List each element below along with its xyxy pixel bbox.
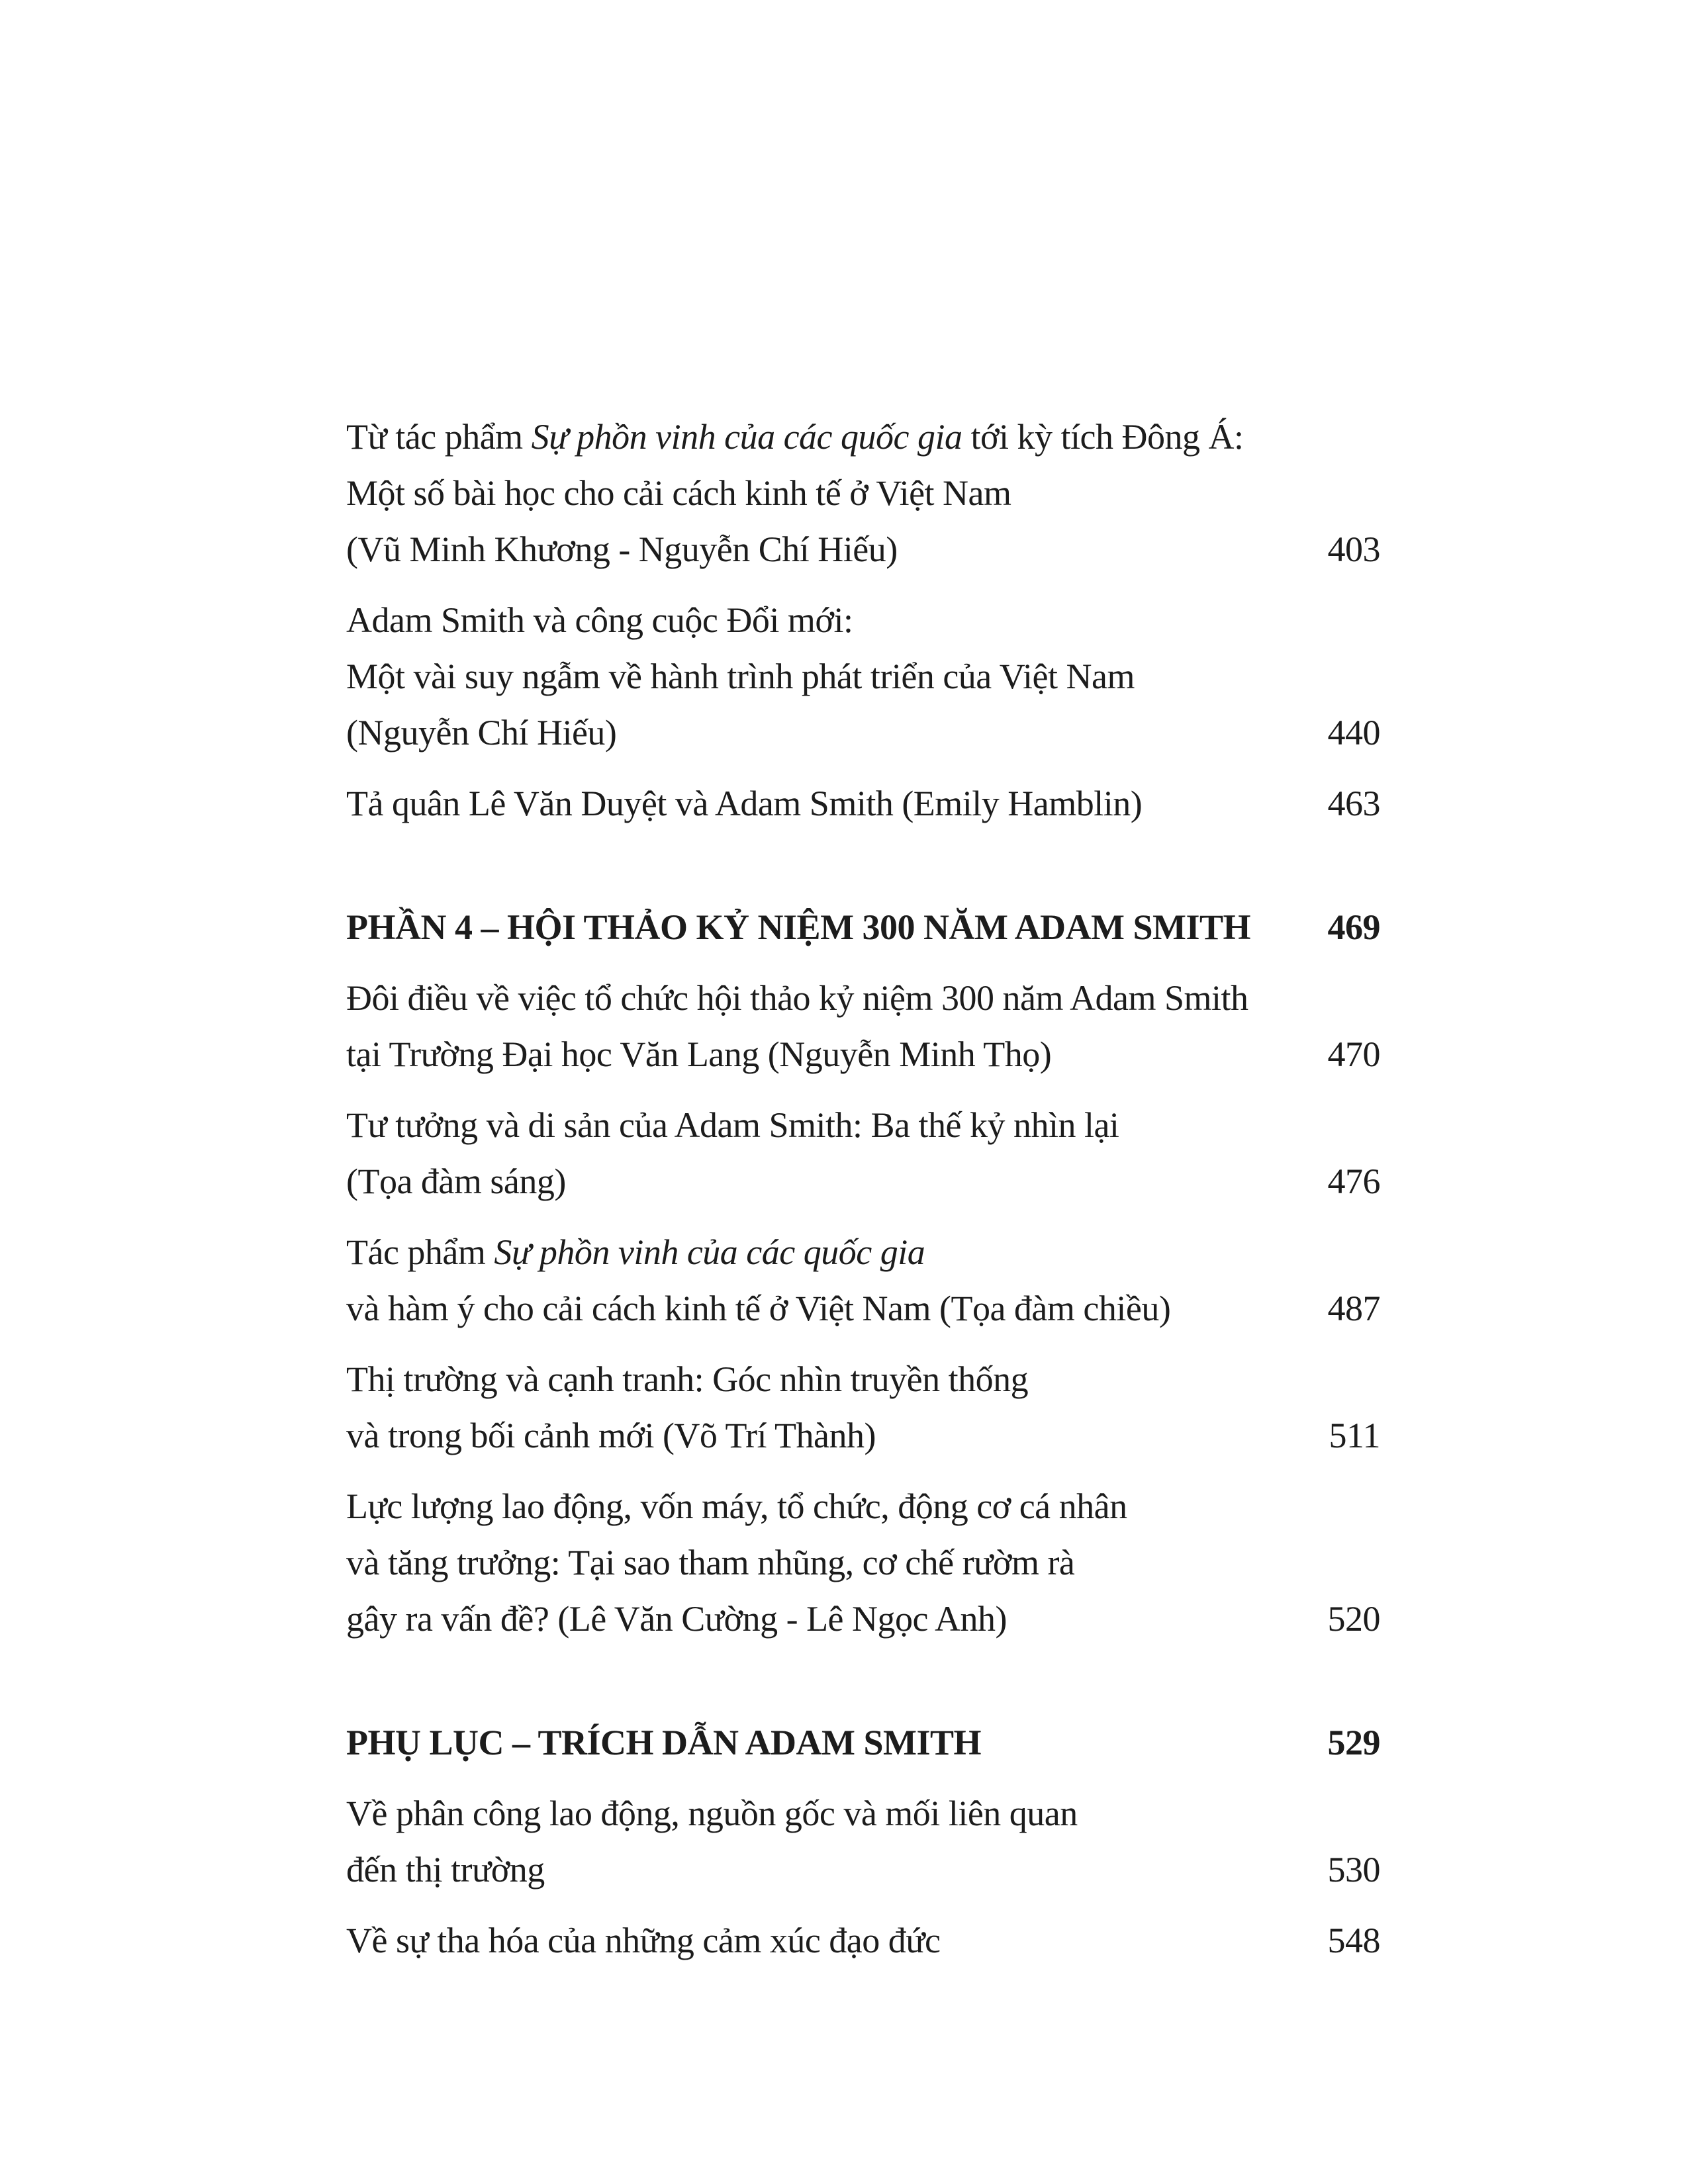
entry-title [346, 1351, 1028, 1408]
toc-line [346, 1351, 1380, 1408]
toc-line [346, 592, 1380, 649]
toc-line [346, 1479, 1380, 1535]
page-number: 470 [1327, 1034, 1380, 1074]
title-segment: và tăng trưởng: Tại sao tham nhũng, cơ chế rườm rà [346, 1543, 1075, 1582]
entry-title [346, 1786, 1078, 1842]
toc-entry [346, 1786, 1380, 1898]
entry-authors [346, 1591, 1007, 1647]
title-segment-italic: Sự phồn vinh của các quốc gia [494, 1232, 925, 1272]
title-segment: (Vũ Minh Khương - Nguyễn Chí Hiếu) [346, 529, 898, 569]
title-segment: Một vài suy ngẫm về hành trình phát triển của Việt Nam [346, 657, 1135, 696]
toc-line [346, 1913, 1380, 1969]
title-segment: Đôi điều về việc tổ chức hội thảo kỷ niệm 300 năm Adam Smith [346, 978, 1248, 1018]
section-heading-phan-4 [346, 899, 1380, 956]
entry-title [346, 1535, 1074, 1591]
toc-line [346, 1786, 1380, 1842]
toc-line [346, 1842, 1380, 1898]
entry-title [346, 1913, 941, 1969]
entry-authors [346, 522, 898, 578]
toc-line [346, 522, 1380, 578]
entry-title [346, 592, 853, 649]
toc-line [346, 1154, 1380, 1210]
title-segment: Tư tưởng và di sản của Adam Smith: Ba thế kỷ nhìn lại [346, 1105, 1119, 1145]
toc-line [346, 1715, 1380, 1771]
entry-title [346, 1224, 925, 1281]
title-segment: Tả quân Lê Văn Duyệt và Adam Smith (Emily Hamblin) [346, 784, 1143, 823]
toc-entry [346, 776, 1380, 832]
entry-title [346, 409, 1244, 465]
section-title [346, 899, 1250, 956]
section-title [346, 1715, 981, 1771]
toc-line [346, 1224, 1380, 1281]
title-segment: đến thị trường [346, 1850, 545, 1889]
title-segment: PHỤ LỤC – TRÍCH DẪN ADAM SMITH [346, 1723, 982, 1762]
entry-title [346, 1408, 876, 1464]
toc-line [346, 1408, 1380, 1464]
title-segment: Thị trường và cạnh tranh: Góc nhìn truyền thống [346, 1359, 1029, 1399]
toc-entry [346, 1351, 1380, 1464]
page-number: 403 [1327, 529, 1380, 569]
page-number: 487 [1327, 1289, 1380, 1328]
entry-title [346, 776, 1142, 832]
page-number: 511 [1329, 1416, 1380, 1455]
toc-line [346, 1281, 1380, 1337]
toc-line [346, 649, 1380, 705]
title-segment: tới kỳ tích Đông Á: [962, 417, 1244, 457]
entry-title [346, 1026, 1051, 1083]
title-segment-italic: Sự phồn vinh của các quốc gia [531, 417, 962, 457]
entry-title [346, 649, 1135, 705]
page-number: 529 [1327, 1723, 1380, 1762]
title-segment: Về phân công lao động, nguồn gốc và mối liên quan [346, 1794, 1078, 1833]
entry-title [346, 465, 1011, 522]
title-segment: (Nguyễn Chí Hiếu) [346, 713, 617, 752]
toc-entry [346, 1097, 1380, 1210]
toc-line [346, 1097, 1380, 1154]
title-segment: Một số bài học cho cải cách kinh tế ở Việt Nam [346, 473, 1011, 513]
title-segment: và hàm ý cho cải cách kinh tế ở Việt Nam (Tọa đàm chiều) [346, 1289, 1171, 1328]
title-segment: (Tọa đàm sáng) [346, 1161, 566, 1201]
page-number: 520 [1327, 1599, 1380, 1639]
title-segment: Về sự tha hóa của những cảm xúc đạo đức [346, 1921, 941, 1960]
title-segment: Adam Smith và công cuộc Đổi mới: [346, 600, 853, 640]
page-number: 463 [1327, 784, 1380, 823]
table-of-contents [346, 409, 1380, 1969]
page-number: 440 [1327, 713, 1380, 752]
title-segment: PHẦN 4 – HỘI THẢO KỶ NIỆM 300 NĂM ADAM SMITH [346, 907, 1251, 947]
entry-authors [346, 705, 616, 761]
toc-line [346, 1026, 1380, 1083]
toc-line [346, 776, 1380, 832]
title-segment: tại Trường Đại học Văn Lang (Nguyễn Minh Thọ) [346, 1034, 1052, 1074]
toc-line [346, 1591, 1380, 1647]
toc-entry [346, 1479, 1380, 1647]
toc-entry [346, 592, 1380, 761]
entry-title [346, 1097, 1119, 1154]
entry-title [346, 1842, 545, 1898]
entry-title [346, 1281, 1170, 1337]
toc-entry [346, 1913, 1380, 1969]
page-number: 530 [1327, 1850, 1380, 1889]
title-segment: và trong bối cảnh mới (Võ Trí Thành) [346, 1416, 876, 1455]
title-segment: Từ tác phẩm [346, 417, 532, 457]
toc-line [346, 1535, 1380, 1591]
entry-title [346, 1479, 1127, 1535]
title-segment: Tác phẩm [346, 1232, 494, 1272]
entry-title [346, 1154, 566, 1210]
toc-line [346, 409, 1380, 465]
title-segment: gây ra vấn đề? (Lê Văn Cường - Lê Ngọc Anh) [346, 1599, 1007, 1639]
page-number: 476 [1327, 1161, 1380, 1201]
page-number: 548 [1327, 1921, 1380, 1960]
page-number: 469 [1327, 907, 1380, 947]
toc-entry [346, 1224, 1380, 1337]
toc-entry [346, 970, 1380, 1083]
section-heading-phu-luc [346, 1715, 1380, 1771]
toc-line [346, 899, 1380, 956]
title-segment: Lực lượng lao động, vốn máy, tổ chức, động cơ cá nhân [346, 1486, 1127, 1526]
entry-title [346, 970, 1248, 1026]
toc-entry [346, 409, 1380, 578]
toc-line [346, 970, 1380, 1026]
toc-line [346, 705, 1380, 761]
toc-line [346, 465, 1380, 522]
